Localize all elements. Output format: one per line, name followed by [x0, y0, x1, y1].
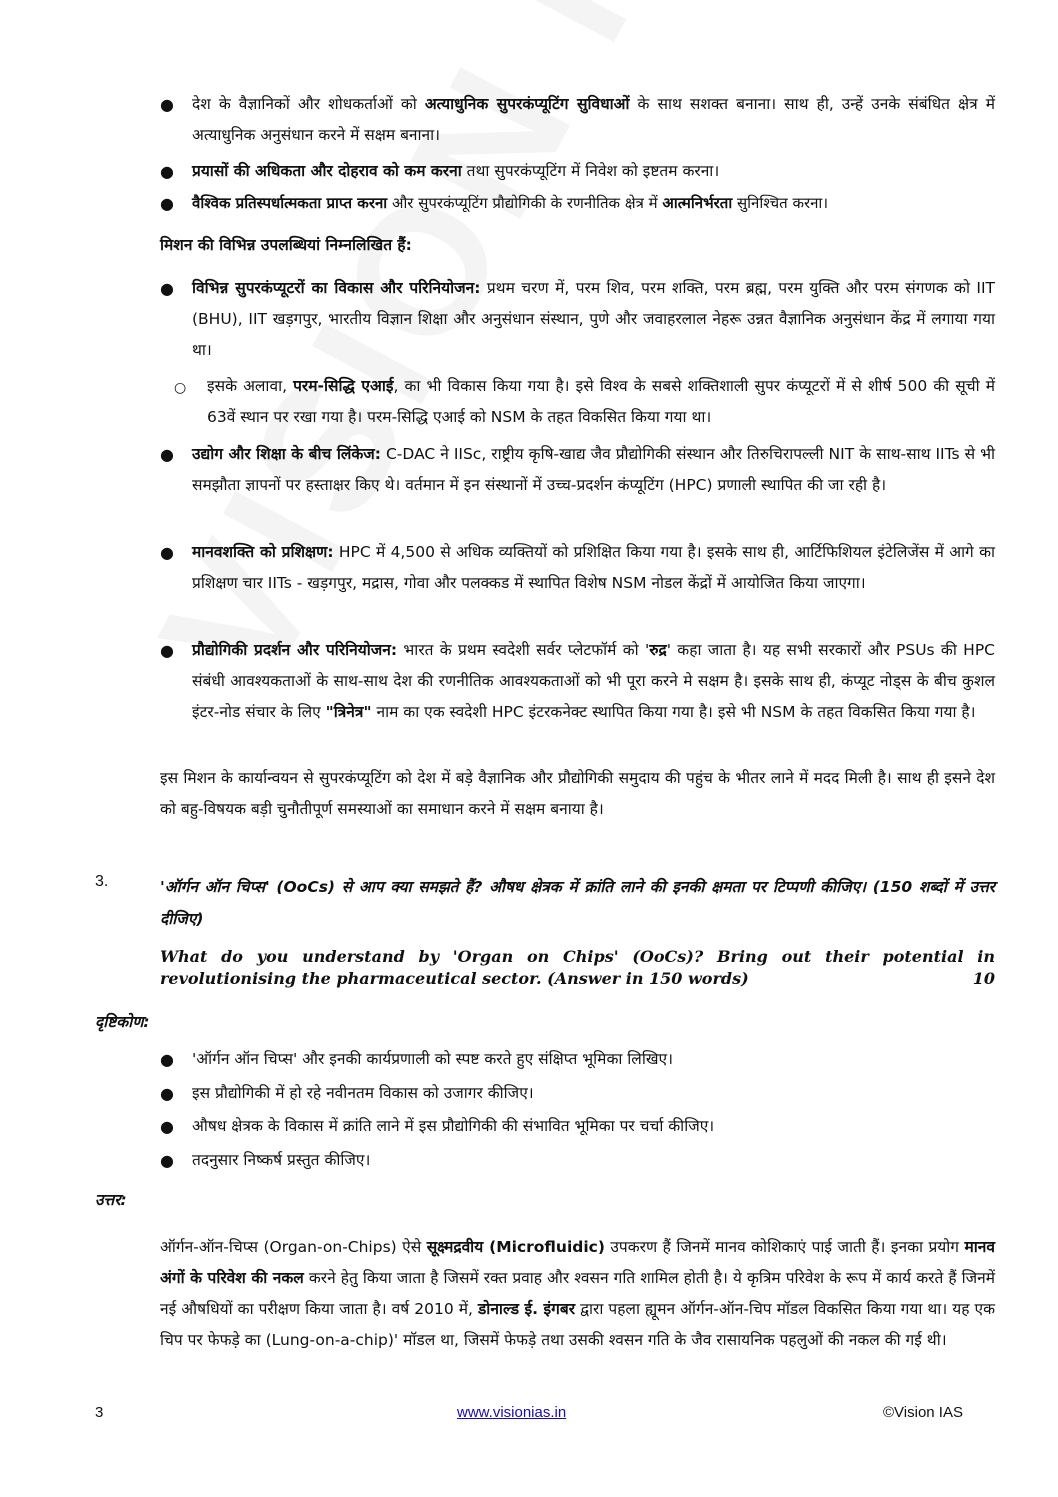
- bullet-icon: ●: [160, 1117, 174, 1136]
- answer-label: उत्तर:: [95, 1191, 127, 1209]
- bullet-icon: ●: [160, 95, 174, 114]
- bullet-icon: ●: [160, 279, 174, 298]
- objective-3: वैश्विक प्रतिस्पर्धात्मकता प्राप्त करना और सुपरकंप्यूटिंग प्रौद्योगिकी के रणनीतिक क्षेत्र में आत्मनिर्भरता सुनिश्चित करना।: [192, 194, 829, 212]
- question-english-line-1: What do you understand by 'Organ on Chips' (OoCs)? Bring out their potential in: [160, 947, 995, 966]
- question-number: 3.: [95, 873, 109, 890]
- answer-paragraph: ऑर्गन-ऑन-चिप्स (Organ-on-Chips) ऐसे सूक्ष्मद्रवीय (Microfluidic) उपकरण हैं जिनमें मानव कोशिकाएं पाई जाती हैं। इनका प्रयोग मानव अंगों के परिवेश की नकल करने हेतु किया जाता है जिसमें रक्त प्रवाह और श्वसन गति शामिल होती है। ये कृत्रिम परिवेश के रूप में कार्य करते हैं जिनमें नई औषधियों का परीक्षण किया जाता है। वर्ष 2010 में, डोनाल्ड ई. इंगबर द्वारा पहला ह्यूमन ऑर्गन-ऑन-चिप मॉडल विकसित किया गया था। यह एक चिप पर फेफड़े का (Lung-on-a-chip)' मॉडल था, जिसमें फेफड़े तथा उसकी श्वसन गति के जैव रासायनिक पहलुओं की नकल की गई थी।: [160, 1238, 995, 1349]
- approach-item-4: तदनुसार निष्कर्ष प्रस्तुत कीजिए।: [192, 1151, 371, 1169]
- bullet-icon: ●: [160, 1050, 174, 1069]
- achievement-1: विभिन्न सुपरकंप्यूटरों का विकास और परिनियोजन: प्रथम चरण में, परम शिव, परम शक्ति, परम ब्रह्म, परम युक्ति और परम संगणक को IIT (BHU), IIT खड़गपुर, भारतीय विज्ञान शिक्षा और अनुसंधान संस्थान, पुणे और जवाहरलाल नेहरू उन्नत वैज्ञानिक अनुसंधान केंद्र में लगाया गया था।: [192, 279, 995, 359]
- bullet-icon: ●: [160, 1151, 174, 1170]
- approach-label: दृष्टिकोण:: [95, 1013, 150, 1031]
- bullet-icon: ●: [160, 1084, 174, 1103]
- bullet-icon: ●: [160, 445, 174, 464]
- sub-bullet-icon: ○: [174, 380, 187, 396]
- question-marks: 10: [972, 969, 995, 988]
- copyright-text: ©Vision IAS: [883, 1404, 963, 1421]
- achievement-4: प्रौद्योगिकी प्रदर्शन और परिनियोजन: भारत के प्रथम स्वदेशी सर्वर प्लेटफॉर्म को 'रुद्र' कहा जाता है। यह सभी सरकारों और PSUs की HPC संबंधी आवश्यकताओं के साथ-साथ देश की रणनीतिक आवश्यकताओं को भी पूरा करने मे सक्षम है। इसके साथ ही, कंप्यूट नोड्स के बीच कुशल इंटर-नोड संचार के लिए "त्रिनेत्र" नाम का एक स्वदेशी HPC इंटरकनेक्ट स्थापित किया गया है। इसे भी NSM के तहत विकसित किया गया है।: [192, 641, 995, 721]
- achievement-3: मानवशक्ति को प्रशिक्षण: HPC में 4,500 से अधिक व्यक्तियों को प्रशिक्षित किया गया है। इसके साथ ही, आर्टिफिशियल इंटेलिजेंस में आगे का प्रशिक्षण चार IITs - खड़गपुर, मद्रास, गोवा और पलक्कड में स्थापित विशेष NSM नोडल केंद्रों में आयोजित किया जाएगा।: [192, 543, 995, 592]
- page-number: 3: [95, 1404, 104, 1421]
- question-hindi: 'ऑर्गन ऑन चिप्स' (OoCs) से आप क्या समझते हैं? औषध क्षेत्रक में क्रांति लाने की इनकी क्षमता पर टिप्पणी कीजिए। (150 शब्दों में उत्तर दीजिए): [160, 878, 995, 928]
- approach-item-3: औषध क्षेत्रक के विकास में क्रांति लाने में इस प्रौद्योगिकी की संभावित भूमिका पर चर्चा कीजिए।: [192, 1117, 715, 1135]
- achievements-heading: मिशन की विभिन्न उपलब्धियां निम्नलिखित हैं:: [160, 236, 412, 254]
- achievement-2: उद्योग और शिक्षा के बीच लिंकेज: C-DAC ने IISc, राष्ट्रीय कृषि-खाद्य जैव प्रौद्योगिकी संस्थान और तिरुचिरापल्ली NIT के साथ-साथ IITs से भी समझौता ज्ञापनों पर हस्ताक्षर किए थे। वर्तमान में इन संस्थानों में उच्च-प्रदर्शन कंप्यूटिंग (HPC) प्रणाली स्थापित की जा रही है।: [192, 445, 996, 494]
- approach-item-2: इस प्रौद्योगिकी में हो रहे नवीनतम विकास को उजागर कीजिए।: [192, 1084, 534, 1102]
- achievement-1-sub: इसके अलावा, परम-सिद्धि एआई, का भी विकास किया गया है। इसे विश्व के सबसे शक्तिशाली सुपर कंप्यूटरों में से शीर्ष 500 की सूची में 63वें स्थान पर रखा गया है। परम-सिद्धि एआई को NSM के तहत विकसित किया गया था।: [207, 377, 995, 426]
- objective-2: प्रयासों की अधिकता और दोहराव को कम करना तथा सुपरकंप्यूटिंग में निवेश को इष्टतम करना।: [192, 162, 720, 180]
- bullet-icon: ●: [160, 543, 174, 562]
- approach-item-1: 'ऑर्गन ऑन चिप्स' और इनकी कार्यप्रणाली को स्पष्ट करते हुए संक्षिप्त भूमिका लिखिए।: [192, 1050, 673, 1068]
- question-english-line-2: revolutionising the pharmaceutical sector. (Answer in 150 words) 10: [160, 969, 995, 988]
- website-link[interactable]: www.visionias.in: [457, 1404, 567, 1421]
- question-english: [160, 946, 995, 990]
- bullet-icon: ●: [160, 641, 174, 660]
- bullet-icon: ●: [160, 162, 174, 181]
- objective-1: देश के वैज्ञानिकों और शोधकर्ताओं को अत्याधुनिक सुपरकंप्यूटिंग सुविधाओं के साथ सशक्त बनाना। साथ ही, उन्हें उनके संबंधित क्षेत्र में अत्याधुनिक अनुसंधान करने में सक्षम बनाना।: [192, 95, 995, 144]
- conclusion-paragraph: इस मिशन के कार्यान्वयन से सुपरकंप्यूटिंग को देश में बड़े वैज्ञानिक और प्रौद्योगिकी समुदाय की पहुंच के भीतर लाने में मदद मिली है। साथ ही इसने देश को बहु-विषयक बड़ी चुनौतीपूर्ण समस्याओं का समाधान करने में सक्षम बनाया है।: [160, 769, 995, 818]
- bullet-icon: ●: [160, 194, 174, 213]
